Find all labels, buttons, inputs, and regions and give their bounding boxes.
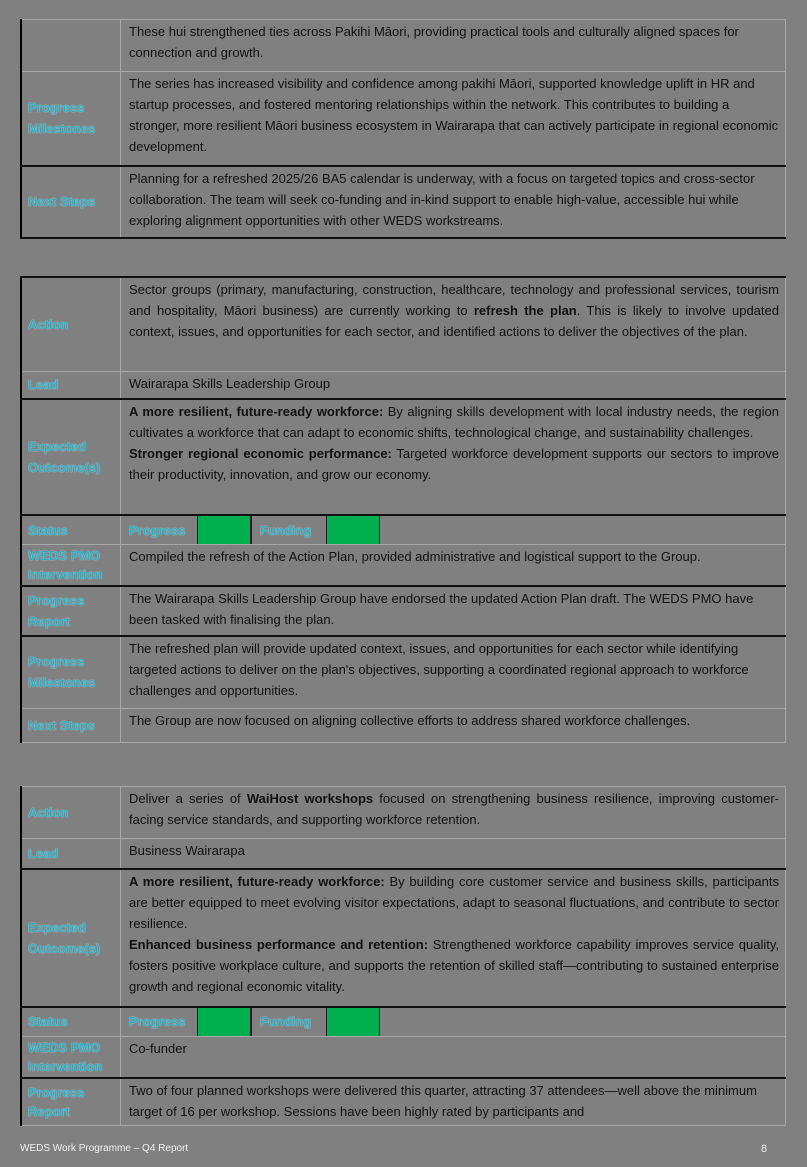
next-label: Next Steps <box>21 708 121 742</box>
row-text: Planning for a refreshed 2025/26 BA5 calendar is underway, with a focus on targeted topics and cross-sector collaboration. The team will seek co-funding and in-kind support to enable high-value, accessible hui while exploring alignment opportunities with other WEDS workstreams. <box>121 166 786 238</box>
funding-label: Funding <box>251 516 326 544</box>
funding-label: Funding <box>251 1008 326 1036</box>
lead-row <box>21 371 786 399</box>
progress-status-indicator <box>197 1008 251 1036</box>
outcome-row <box>21 869 786 1007</box>
action-label: Action <box>21 787 121 839</box>
report-row <box>21 586 786 636</box>
milestones-text: The refreshed plan will provide updated context, issues, and opportunities for each sector while identifying targeted actions to deliver on the plan's objectives, supporting a coordinated regional approach to workforce challenges and opportunities. <box>121 636 786 708</box>
milestones-row <box>21 636 786 708</box>
report-label: Progress Report <box>21 586 121 636</box>
status-cell <box>121 1007 786 1037</box>
funding-status-indicator <box>326 516 380 544</box>
outcome-text: A more resilient, future-ready workforce: By aligning skills development with local industry needs, the region cultivates a workforce that can adapt to economic shifts, technological change, and sustainability challenges. Stronger regional economic performance: Targeted workforce development supports our sectors to improve their productivity, innovation, and grow our economy. <box>121 399 786 515</box>
status-row <box>21 1007 786 1037</box>
milestones-label: Progress Milestones <box>21 636 121 708</box>
progress-label: Progress <box>129 1014 186 1029</box>
outcome-label: Expected Outcome(s) <box>21 399 121 515</box>
table-bas-continued <box>20 19 786 239</box>
progress-status-indicator <box>197 516 251 544</box>
row-label-next-steps: Next Steps <box>21 166 121 238</box>
lead-label: Lead <box>21 371 121 399</box>
action-label: Action <box>21 277 121 371</box>
pmo-label: WEDS PMO Intervention <box>21 1036 121 1078</box>
table-waihost-action <box>20 786 786 1126</box>
report-label: Progress Report <box>21 1078 121 1126</box>
report-row <box>21 1078 786 1126</box>
row-text: The series has increased visibility and confidence among pakihi Māori, supported knowledge uplift in HR and startup processes, and fostered mentoring relationships within the network. This contributes to building a stronger, more resilient Māori business ecosystem in Wairarapa that can actively participate in regional economic development. <box>121 72 786 166</box>
table-skills-action <box>20 276 786 743</box>
report-text: The Wairarapa Skills Leadership Group have endorsed the updated Action Plan draft. The WEDS PMO have been tasked with finalising the plan. <box>121 586 786 636</box>
table-row <box>21 72 786 166</box>
status-cell <box>121 515 786 545</box>
action-row <box>21 787 786 839</box>
lead-label: Lead <box>21 839 121 869</box>
report-text: Two of four planned workshops were delivered this quarter, attracting 37 attendees—well above the minimum target of 16 per workshop. Sessions have been highly rated by participants and <box>121 1078 786 1126</box>
pmo-row <box>21 1036 786 1078</box>
lead-row <box>21 839 786 869</box>
action-text: Sector groups (primary, manufacturing, construction, healthcare, technology and professional services, tourism and hospitality, Māori business) are currently working to refresh the plan. This is likely to involve updated context, issues, and opportunities for each sector, and identified actions to deliver the objectives of the plan. <box>121 277 786 371</box>
progress-label: Progress <box>129 522 186 538</box>
table-row <box>21 166 786 238</box>
pmo-label: WEDS PMO Intervention <box>21 545 121 587</box>
pmo-row <box>21 545 786 587</box>
status-label: Status <box>21 1007 121 1037</box>
outcome-label: Expected Outcome(s) <box>21 869 121 1007</box>
outcome-row <box>21 399 786 515</box>
action-row <box>21 277 786 371</box>
next-row <box>21 708 786 742</box>
page-number: 8 <box>761 1143 768 1155</box>
pmo-text: Co-funder <box>121 1036 786 1078</box>
row-label-progress-milestones: Progress Milestones <box>21 72 121 166</box>
next-text: The Group are now focused on aligning collective efforts to address shared workforce challenges. <box>121 708 786 742</box>
table-row <box>21 20 786 72</box>
footer-title: WEDS Work Programme – Q4 Report <box>20 1143 189 1154</box>
pmo-text: Compiled the refresh of the Action Plan, provided administrative and logistical support to the Group. <box>121 545 786 587</box>
row-text: These hui strengthened ties across Pakihi Māori, providing practical tools and culturally aligned spaces for connection and growth. <box>121 20 786 72</box>
lead-text: Wairarapa Skills Leadership Group <box>121 371 786 399</box>
status-label: Status <box>21 515 121 545</box>
outcome-text: A more resilient, future-ready workforce: By building core customer service and business skills, participants are better equipped to meet evolving visitor expectations, adapt to seasonal fluctuations, and contribute to sector resilience. Enhanced business performance and retention: Strengthened workforce capability improves service quality, fosters positive workplace culture, and supports the retention of skilled staff—contributing to sustained enterprise growth and regional economic vitality. <box>121 869 786 1007</box>
row-label <box>21 20 121 72</box>
status-row <box>21 515 786 545</box>
lead-text: Business Wairarapa <box>121 839 786 869</box>
funding-status-indicator <box>326 1008 380 1036</box>
action-text: Deliver a series of WaiHost workshops focused on strengthening business resilience, improving customer-facing service standards, and supporting workforce retention. <box>121 787 786 839</box>
